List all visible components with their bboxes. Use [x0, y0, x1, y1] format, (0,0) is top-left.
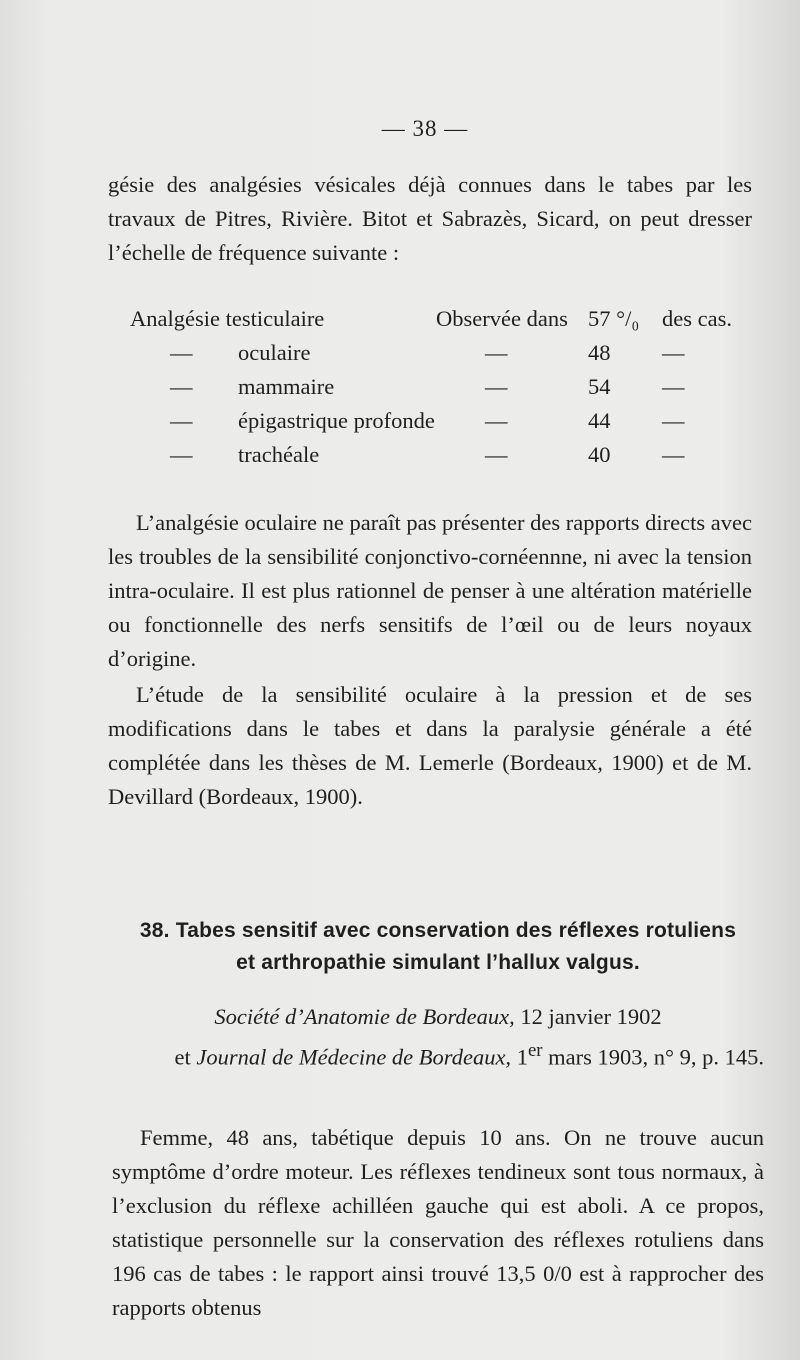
ditto-dash: —	[170, 340, 193, 365]
section-heading	[112, 915, 764, 979]
section-title-line-1: Tabes sensitif avec conservation des réflexes rotuliens	[175, 919, 737, 942]
observed-label: Observée dans	[436, 306, 568, 331]
ditto-dash: —	[662, 442, 685, 467]
table-row	[130, 438, 740, 472]
row-value: 44	[588, 408, 611, 433]
citation-day: 1	[516, 1044, 528, 1070]
journal-name: Société d’Anatomie de Bordeaux,	[214, 1004, 515, 1029]
citation-date-rest: mars 1903, n° 9, p. 145.	[548, 1044, 764, 1070]
intro-paragraph: gésie des analgésies vésicales déjà connues dans le tabes par les travaux de Pitres, Rivière. Bitot et Sabrazès, Sicard, on peut dresser l’échelle de fréquence suivante :	[108, 172, 752, 265]
table-row	[130, 302, 740, 336]
source-citation	[112, 1000, 764, 1075]
citation-prefix: et	[174, 1044, 191, 1070]
ditto-dash: —	[170, 408, 193, 433]
row-label: épigastrique profonde	[238, 408, 435, 433]
ditto-dash: —	[485, 408, 508, 433]
row-tail: des cas.	[662, 306, 732, 331]
ditto-dash: —	[485, 340, 508, 365]
row-label: oculaire	[238, 340, 311, 365]
row-label: mammaire	[238, 374, 335, 399]
ditto-dash: —	[485, 442, 508, 467]
row-value: 40	[588, 442, 611, 467]
section-number: 38.	[139, 919, 170, 942]
ditto-dash: —	[485, 374, 508, 399]
paragraph-case-report: Femme, 48 ans, tabétique depuis 10 ans. On ne trouve aucun symptôme d’ordre moteur. Les réflexes tendineux sont tous normaux, à l’exclusion du réflexe achilléen gauche qui est aboli. A ce propos, statistique personnelle sur la conservation des réflexes rotuliens dans 196 cas de tabes : le rapport ainsi trouvé 13,5 0/0 est à rapprocher des rapports obtenus	[112, 1125, 764, 1320]
row-value: 48	[588, 340, 611, 365]
paragraph-ocular-analgesia: L’analgésie oculaire ne paraît pas présenter des rapports directs avec les troubles de la sensibilité conjonctivo-cornéennne, ni avec la tension intra-oculaire. Il est plus rationnel de penser à une altération matérielle ou fonctionnelle des nerfs sensitifs de l’œil ou de leurs noyaux d’origine.	[108, 510, 752, 671]
citation-date: 12 janvier 1902	[520, 1004, 662, 1029]
citation-day-suffix: er	[527, 1040, 543, 1061]
section-title-line-2: et arthropathie simulant l’hallux valgus.	[236, 951, 640, 974]
row-value: 54	[588, 374, 611, 399]
paragraph-ocular-sensitivity: L’étude de la sensibilité oculaire à la pression et de ses modifications dans le tabes et dans la paralysie générale a été complétée dans les thèses de M. Lemerle (Bordeaux, 1900) et de M. Devillard (Bordeaux, 1900).	[108, 682, 752, 809]
row-label: Analgésie testiculaire	[130, 306, 325, 331]
ditto-dash: —	[662, 340, 685, 365]
ditto-dash: —	[662, 374, 685, 399]
table-row	[130, 404, 740, 438]
citation-line-2	[112, 1034, 764, 1075]
table-row	[130, 370, 740, 404]
page-number: — 38 —	[381, 116, 469, 141]
table-row	[130, 336, 740, 370]
journal-name: Journal de Médecine de Bordeaux,	[196, 1044, 512, 1070]
frequency-table	[130, 302, 740, 472]
row-value: 57 °/₀	[588, 306, 640, 331]
ditto-dash: —	[170, 442, 193, 467]
ditto-dash: —	[170, 374, 193, 399]
row-label: trachéale	[238, 442, 320, 467]
ditto-dash: —	[662, 408, 685, 433]
